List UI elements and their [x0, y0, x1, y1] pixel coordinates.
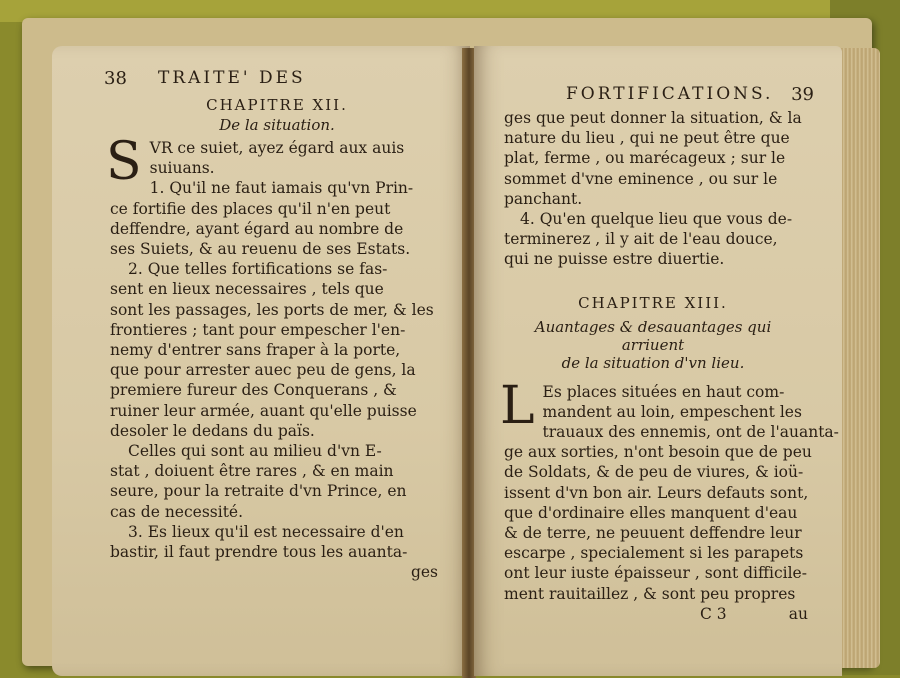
- text-line: sommet d'vne eminence , ou sur le: [504, 169, 778, 188]
- text-line: seure, pour la retraite d'vn Prince, en: [110, 482, 407, 501]
- text-line: terminerez , il y ait de l'eau douce,: [504, 230, 778, 249]
- text-line: cas de necessité.: [110, 502, 244, 521]
- text-line: ses Suiets, & au reuenu de ses Estats.: [110, 240, 411, 259]
- spacer: [504, 270, 802, 292]
- drop-cap: L: [500, 375, 535, 436]
- text-line: qui ne puisse estre diuertie.: [504, 250, 725, 269]
- text-line: 4. Qu'en quelque lieu que vous de-: [520, 210, 793, 229]
- text-line: panchant.: [504, 189, 583, 208]
- text-line: ge aux sorties, n'ont besoin que de peu: [504, 443, 812, 462]
- right-body-text-bottom: [500, 375, 839, 604]
- signature-mark: C 3: [700, 604, 727, 623]
- catchword: ges: [410, 563, 438, 582]
- text-line: plat, ferme , ou marécageux ; sur le: [504, 149, 786, 168]
- text-line: 1. Qu'il ne faut iamais qu'vn Prin-: [149, 179, 414, 198]
- left-body-text: [106, 132, 444, 562]
- right-running-head: [504, 76, 814, 105]
- text-line: escarpe , specialement si les parapets: [504, 544, 804, 563]
- text-line: issent d'vn bon air. Leurs defauts sont,: [504, 483, 809, 502]
- text-line: VR ce suiet, ayez égard aux auis: [149, 139, 405, 157]
- text-line: sent en lieux necessaires , tels que: [110, 280, 384, 299]
- text-line: nature du lieu , qui ne peut être que: [504, 129, 790, 148]
- signature-line: [504, 604, 808, 624]
- text-line: Es places situées en haut com-: [542, 382, 785, 401]
- text-line: sont les passages, les ports de mer, & les: [110, 300, 434, 319]
- catchword: au: [788, 604, 808, 623]
- right-page: [474, 46, 842, 676]
- chapter-heading: CHAPITRE XII.: [206, 96, 348, 114]
- text-line: nemy d'entrer sans fraper à la porte,: [110, 341, 401, 360]
- running-title: FORTIFICATIONS.: [566, 84, 774, 104]
- chapter-heading: CHAPITRE XIII.: [578, 293, 728, 312]
- text-line: & de terre, ne peuuent deffendre leur: [504, 524, 802, 543]
- right-body-text-top: [504, 108, 802, 270]
- open-book: [22, 18, 872, 666]
- text-line: deffendre, ayant égard au nombre de: [110, 219, 404, 238]
- text-line: 3. Es lieux qu'il est necessaire d'en: [128, 522, 404, 541]
- text-line: bastir, il faut prendre tous les auanta-: [110, 543, 408, 562]
- left-running-head: [104, 68, 444, 94]
- text-line: frontieres ; tant pour empescher l'en-: [110, 320, 406, 339]
- chapter-subtitle: Auantages & desauantages qui arriuent: [534, 317, 772, 354]
- text-line: de Soldats, & de peu de viures, & ioü-: [504, 463, 804, 482]
- text-line: trauaux des ennemis, ont de l'auanta-: [542, 423, 839, 442]
- text-line: ce fortifie des places qu'il n'en peut: [110, 199, 391, 218]
- text-line: premiere fureur des Conquerans , &: [110, 381, 397, 400]
- text-line: desoler le dedans du païs.: [110, 421, 315, 440]
- text-line: que d'ordinaire elles manquent d'eau: [504, 503, 798, 522]
- text-line: ment rauitaillez , & sont peu propres: [504, 584, 796, 603]
- text-line: stat , doiuent être rares , & en main: [110, 462, 394, 481]
- page-number: 39: [791, 84, 814, 105]
- running-title: TRAITE' DES: [158, 68, 306, 88]
- left-page: [52, 46, 470, 676]
- right-page-edges: [840, 48, 880, 668]
- text-line: ruiner leur armée, auant qu'elle puisse: [110, 401, 417, 420]
- chapter-subtitle: de la situation d'vn lieu.: [561, 353, 745, 372]
- text-line: ont leur iuste épaisseur , sont difficile-: [504, 564, 807, 583]
- drop-cap: S: [106, 132, 142, 192]
- text-line: que pour arrester auec peu de gens, la: [110, 361, 416, 380]
- text-line: suiuans.: [149, 159, 215, 178]
- text-line: Celles qui sont au milieu d'vn E-: [128, 442, 382, 461]
- text-line: 2. Que telles fortifications se fas-: [128, 260, 388, 279]
- text-line: mandent au loin, empeschent les: [542, 402, 802, 421]
- chapter-subtitle: De la situation.: [219, 116, 335, 134]
- page-number: 38: [104, 68, 127, 89]
- text-line: ges que peut donner la situation, & la: [504, 109, 802, 127]
